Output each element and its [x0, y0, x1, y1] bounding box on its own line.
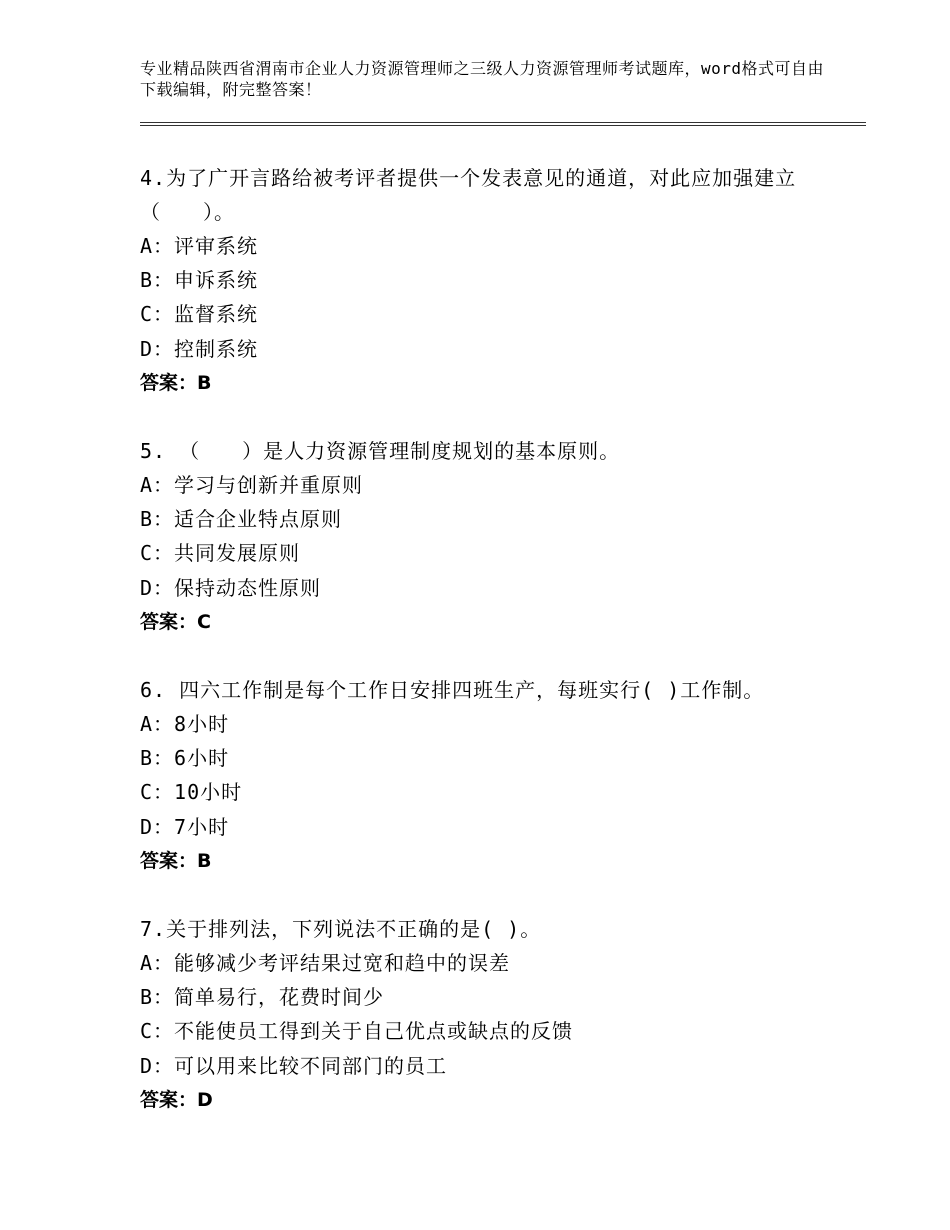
- header-rule-bottom: [140, 125, 866, 126]
- document-header: 专业精品陕西省渭南市企业人力资源管理师之三级人力资源管理师考试题库，word格式可自由下载编辑，附完整答案！: [140, 59, 825, 99]
- option-a: A：学习与创新并重原则: [140, 473, 364, 497]
- option-b: B：简单易行，花费时间少: [140, 985, 385, 1010]
- header-rule-top: [140, 122, 866, 123]
- option-d: D：7小时: [140, 814, 230, 839]
- option-a: A：评审系统: [140, 234, 259, 258]
- answer-label: 答案：C: [140, 610, 211, 633]
- option-c: C：10小时: [140, 780, 243, 805]
- option-c: C：监督系统: [140, 302, 259, 327]
- option-b: B：适合企业特点原则: [140, 507, 343, 532]
- option-b: B：申诉系统: [140, 268, 259, 293]
- answer-label: 答案：B: [140, 849, 212, 872]
- option-d: D：保持动态性原则: [140, 575, 322, 600]
- answer-label: 答案：B: [140, 371, 212, 394]
- option-d: D：可以用来比较不同部门的员工: [140, 1053, 448, 1078]
- option-b: B：6小时: [140, 746, 230, 771]
- question-stem: 5. （ ）是人力资源管理制度规划的基本原则。: [140, 439, 621, 463]
- option-d: D：控制系统: [140, 336, 259, 361]
- option-c: C：共同发展原则: [140, 541, 301, 566]
- question-stem: 4.为了广开言路给被考评者提供一个发表意见的通道，对此应加强建立（ ）。: [140, 166, 797, 224]
- answer-label: 答案：D: [140, 1088, 213, 1111]
- question-6: [140, 673, 840, 878]
- option-c: C：不能使员工得到关于自己优点或缺点的反馈: [140, 1019, 574, 1044]
- question-stem: 7.关于排列法，下列说法不正确的是( )。: [140, 917, 542, 941]
- option-a: A：8小时: [140, 712, 230, 736]
- question-5: [140, 434, 840, 639]
- question-stem: 6. 四六工作制是每个工作日安排四班生产，每班实行( )工作制。: [140, 678, 765, 702]
- question-4: [140, 161, 840, 400]
- question-7: [140, 912, 840, 1117]
- option-a: A：能够减少考评结果过宽和趋中的误差: [140, 951, 511, 975]
